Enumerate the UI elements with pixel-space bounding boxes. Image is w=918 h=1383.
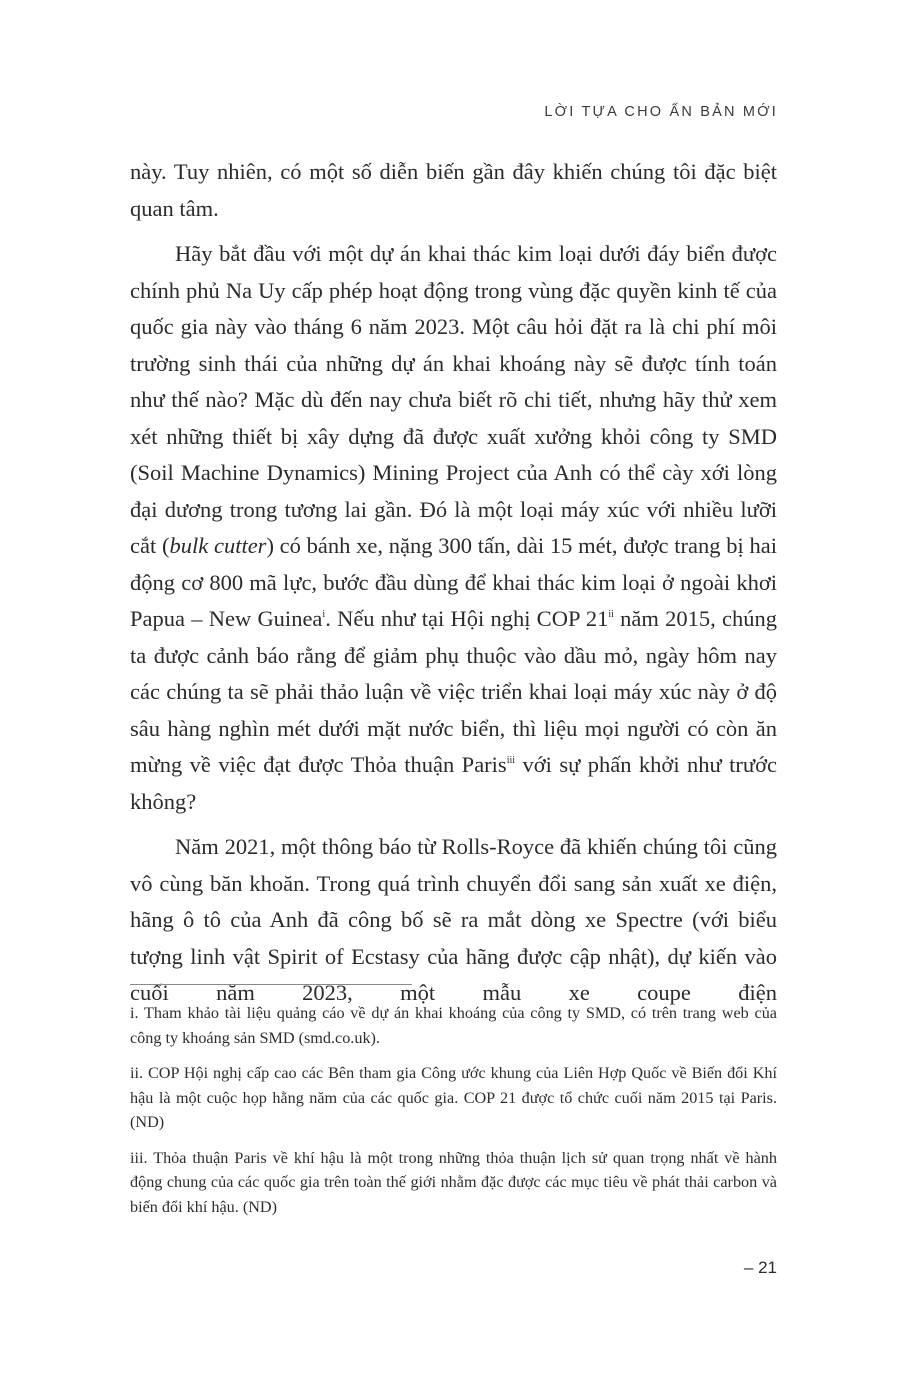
footnote-iii: iii. Thỏa thuận Paris về khí hậu là một trong những thỏa thuận lịch sử quan trọng nhất về hành động chung của các quốc gia trên toàn thế giới nhằm đặc được các mục tiêu về phát thải carbon và biến đổi khí hậu. (ND) — [130, 1148, 777, 1216]
paragraph-2-text-c: . Nếu như tại Hội nghị COP 21 — [325, 606, 609, 631]
page-number: – 21 — [743, 1258, 777, 1277]
paragraph-2-text-a: Hãy bắt đầu với một dự án khai thác kim loại dưới đáy biển được chính phủ Na Uy cấp phép hoạt động trong vùng đặc quyền kinh tế của quốc gia này vào tháng 6 năm 2023. Một câu hỏi đặt ra là chi phí môi trường sinh thái của những dự án khai khoáng này sẽ được tính toán như thế nào? Mặc dù đến nay chưa biết rõ chi tiết, nhưng hãy thử xem xét những thiết bị xây dựng đã được xuất xưởng khỏi công ty SMD (Soil Machine Dynamics) Mining Project của Anh có thể cày xới lòng đại dương trong tương lai gần. Đó là một loại máy xúc với nhiều lưỡi cắt ( — [130, 241, 777, 558]
footnote-ref-ii: ii — [608, 609, 614, 620]
paragraph-2-text-d: năm 2015, chúng ta được cảnh báo rằng để giảm phụ thuộc vào dầu mỏ, ngày hôm nay các chúng ta sẽ phải thảo luận về việc triển khai loại máy xúc này ở độ sâu hàng nghìn mét dưới mặt nước biển, thì liệu mọi người có còn ăn mừng về việc đạt được Thỏa thuận Paris — [130, 606, 777, 777]
paragraph-2-text-b: ) có bánh xe, nặng 300 tấn, dài 15 mét, được trang bị hai động cơ 800 mã lực, bước đầu dùng để khai thác kim loại ở ngoài khơi Papua – New Guinea — [130, 533, 777, 631]
footnotes — [130, 1001, 777, 1219]
paragraph-2 — [130, 236, 777, 820]
footnote-ref-i: i — [322, 609, 326, 620]
footnote-divider — [130, 984, 412, 985]
paragraph-2-text-e: với sự phấn khởi như trước không? — [130, 752, 777, 814]
footnote-ii: ii. COP Hội nghị cấp cao các Bên tham gia Công ước khung của Liên Hợp Quốc về Biến đổi Khí hậu là một cuộc họp hằng năm của các quốc gia. COP 21 được tổ chức cuối năm 2015 tại Paris. (ND) — [130, 1064, 777, 1131]
body-text — [130, 154, 777, 1012]
paragraph-3: Năm 2021, một thông báo từ Rolls-Royce đã khiến chúng tôi cũng vô cùng băn khoăn. Trong quá trình chuyển đổi sang sản xuất xe điện, hãng ô tô của Anh đã công bố sẽ ra mắt dòng xe Spectre (với biểu tượng linh vật Spirit of Ecstasy của hãng được cập nhật), dự kiến vào cuối năm 2023, một mẫu xe coupe điện — [130, 834, 777, 1005]
paragraph-2-emphasis: bulk cutter — [169, 533, 267, 558]
footnote-ref-iii: iii — [506, 755, 516, 766]
paragraph-1: này. Tuy nhiên, có một số diễn biến gần đây khiến chúng tôi đặc biệt quan tâm. — [130, 159, 777, 221]
running-head: LỜI TỰA CHO ẤN BẢN MỚI — [544, 104, 778, 120]
footnote-i: i. Tham khảo tài liệu quảng cáo về dự án khai khoáng của công ty SMD, có trên trang web của công ty khoáng sản SMD (smd.co.uk). — [130, 1004, 777, 1047]
